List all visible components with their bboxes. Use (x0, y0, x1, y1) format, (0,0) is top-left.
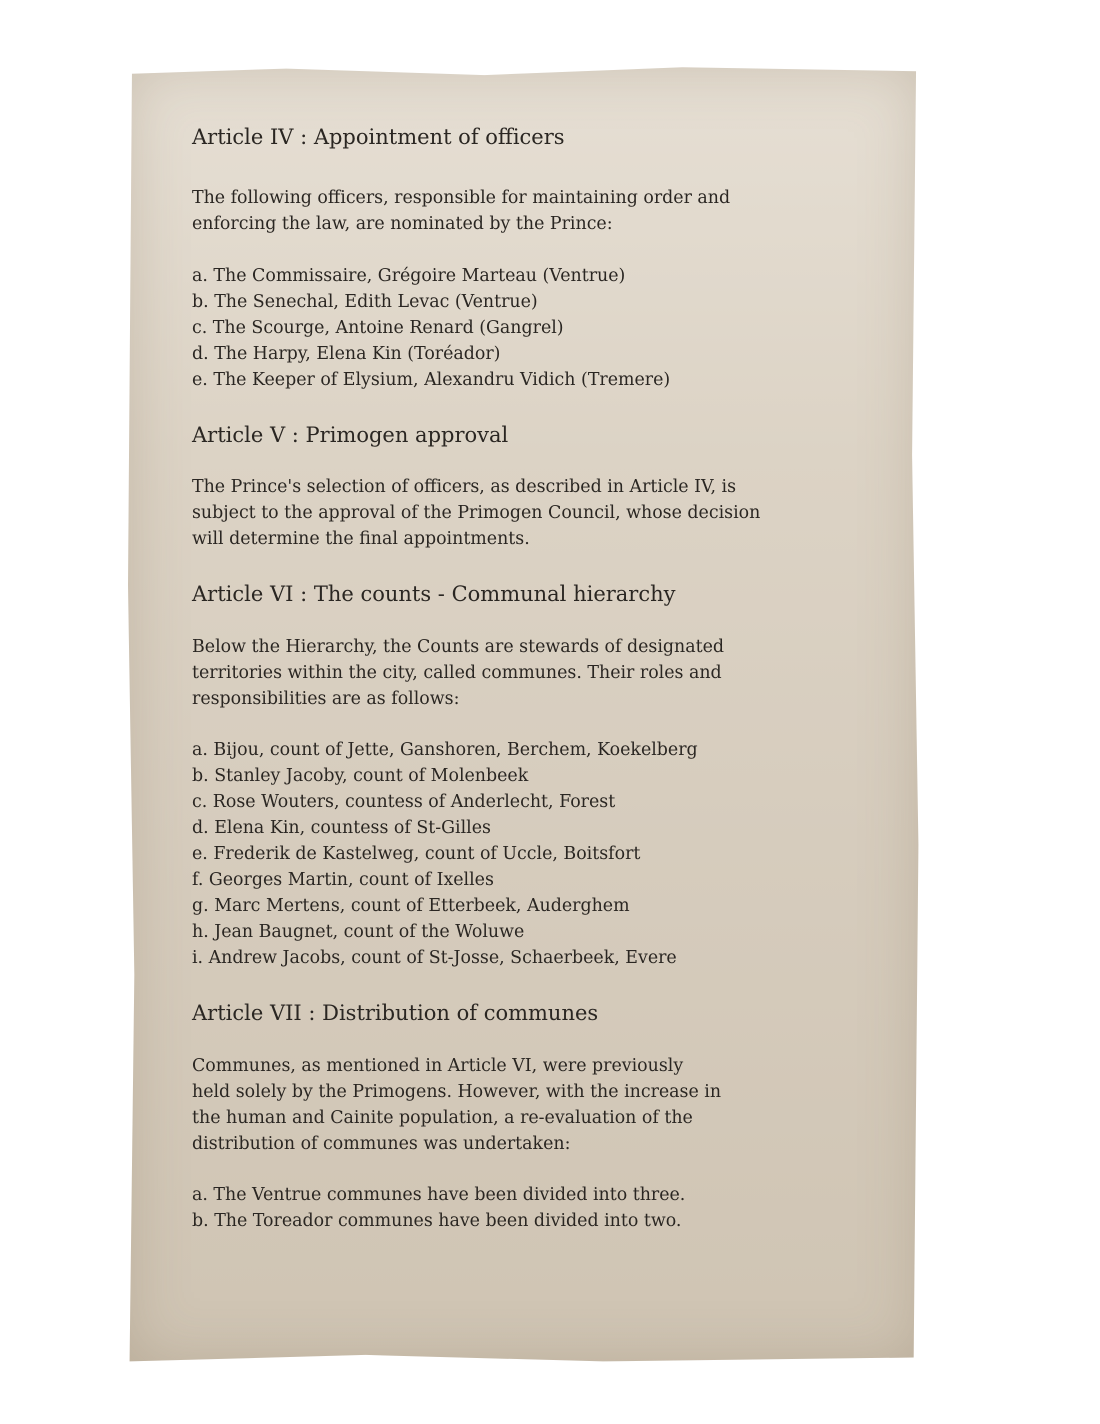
list-item: d. The Harpy, Elena Kin (Toréador) (192, 344, 501, 364)
list-item: b. The Toreador communes have been divided into two. (192, 1211, 682, 1231)
text-line: the human and Cainite population, a re-evaluation of the (192, 1108, 693, 1128)
list-item: a. Bijou, count of Jette, Ganshoren, Berchem, Koekelberg (192, 740, 698, 760)
article-6-paragraph (192, 634, 724, 712)
officers-list (192, 263, 670, 393)
text-line: territories within the city, called communes. Their roles and (192, 663, 722, 683)
text-line: enforcing the law, are nominated by the Prince: (192, 214, 613, 234)
parchment-sheet (128, 66, 920, 1364)
text-line: Communes, as mentioned in Article VI, were previously (192, 1056, 684, 1076)
list-item: a. The Commissaire, Grégoire Marteau (Ventrue) (192, 266, 626, 286)
article-6-title: Article VI : The counts - Communal hierarchy (192, 582, 676, 606)
list-item: c. The Scourge, Antoine Renard (Gangrel) (192, 318, 564, 338)
text-line: held solely by the Primogens. However, with the increase in (192, 1082, 722, 1102)
text-line: The Prince's selection of officers, as described in Article IV, is (192, 477, 736, 497)
counts-list (192, 737, 698, 971)
article-7-title: Article VII : Distribution of communes (192, 1001, 599, 1025)
article-5-paragraph (192, 474, 760, 552)
article-4-title: Article IV : Appointment of officers (192, 125, 565, 149)
article-4-paragraph (192, 185, 730, 237)
text-line: subject to the approval of the Primogen Council, whose decision (192, 503, 761, 523)
list-item: b. The Senechal, Edith Levac (Ventrue) (192, 292, 538, 312)
list-item: i. Andrew Jacobs, count of St-Josse, Schaerbeek, Evere (192, 948, 677, 968)
list-item: d. Elena Kin, countess of St-Gilles (192, 818, 491, 838)
list-item: b. Stanley Jacoby, count of Molenbeek (192, 766, 529, 786)
article-5-title: Article V : Primogen approval (192, 423, 509, 447)
article-7-paragraph (192, 1053, 721, 1157)
list-item: e. The Keeper of Elysium, Alexandru Vidich (Tremere) (192, 370, 671, 390)
list-item: c. Rose Wouters, countess of Anderlecht, Forest (192, 792, 616, 812)
list-item: f. Georges Martin, count of Ixelles (192, 870, 494, 890)
list-item: a. The Ventrue communes have been divided into three. (192, 1185, 686, 1205)
text-line: The following officers, responsible for maintaining order and (192, 188, 731, 208)
list-item: h. Jean Baugnet, count of the Woluwe (192, 922, 525, 942)
list-item: e. Frederik de Kastelweg, count of Uccle, Boitsfort (192, 844, 641, 864)
text-line: Below the Hierarchy, the Counts are stewards of designated (192, 637, 724, 657)
text-line: will determine the final appointments. (192, 529, 530, 549)
text-line: distribution of communes was undertaken: (192, 1134, 571, 1154)
distribution-list (192, 1182, 685, 1234)
list-item: g. Marc Mertens, count of Etterbeek, Auderghem (192, 896, 630, 916)
text-line: responsibilities are as follows: (192, 689, 460, 709)
